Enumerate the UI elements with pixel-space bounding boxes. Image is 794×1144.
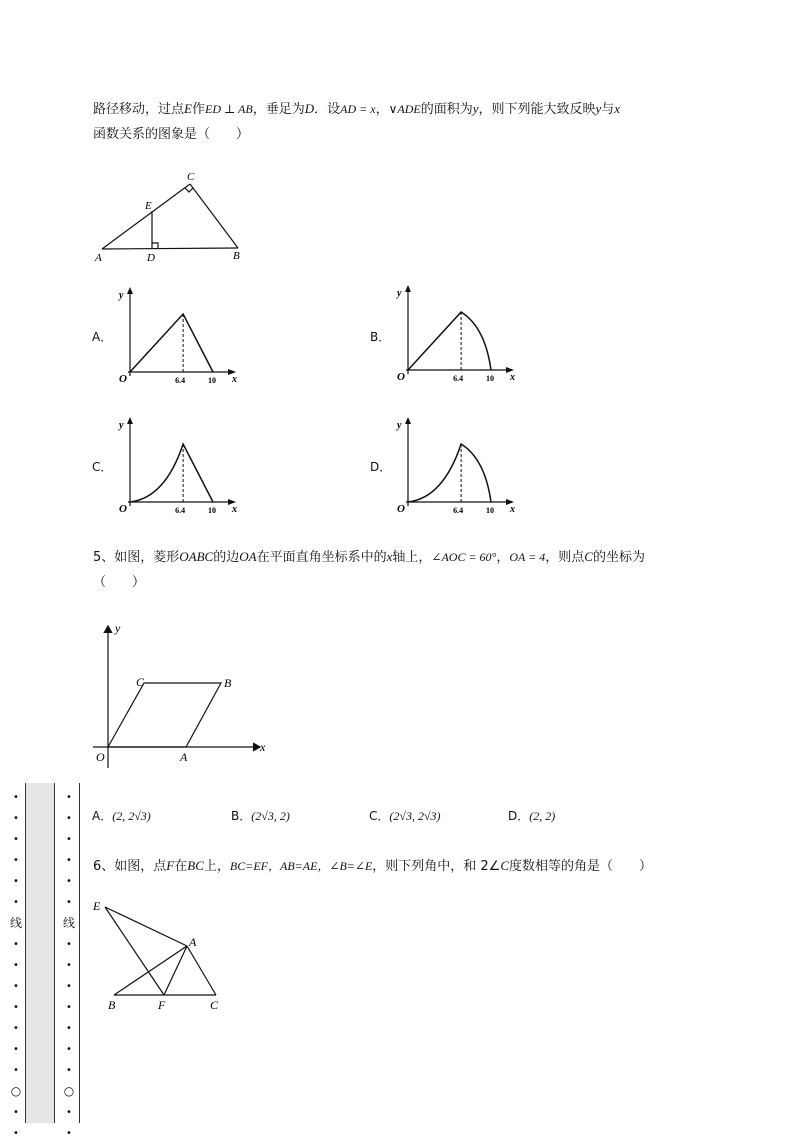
q4-label-a: A	[95, 252, 102, 264]
q4-stem-line2: 函数关系的图象是（ ）	[93, 127, 250, 142]
q4-option-c-graph[interactable]	[112, 414, 247, 519]
y-axis-label: y	[397, 420, 402, 431]
q4-option-c-letter[interactable]: C．	[92, 460, 113, 474]
q4-option-d-letter[interactable]: D．	[370, 460, 392, 474]
q4-option-b-graph[interactable]	[390, 282, 525, 387]
y-axis-label: y	[119, 290, 124, 301]
q5-label-c: C	[136, 675, 145, 689]
q5-rhombus-figure	[88, 618, 278, 768]
dot: •	[13, 792, 19, 803]
y-axis-label: y	[397, 288, 402, 299]
left-dot-column: • • • • • • 线 • • • • • • • ○ • •	[10, 787, 22, 1144]
q4-stem-line1: 路径移动，过点E作ED ⊥ AB，垂足为D．设AD = x，∨ADE的面积为y，则下列能大致反映y与x	[93, 101, 621, 117]
q5-option-d-value: (2, 2)	[529, 809, 556, 823]
q5-option-d[interactable]: D．(2, 2)	[508, 809, 556, 823]
tick-label-end: 10	[486, 506, 494, 515]
q5-label-o: O	[96, 750, 105, 764]
q5-option-a[interactable]: A．(2, 2√3)	[92, 809, 151, 823]
q5-option-b[interactable]: B．(2√3, 2)	[231, 809, 290, 823]
right-line-label: 线	[63, 916, 76, 930]
function-curve	[408, 444, 491, 502]
q6-label-f: F	[158, 998, 166, 1012]
q6-label-b: B	[108, 998, 116, 1012]
y-axis-arrow	[405, 417, 411, 424]
y-axis-label: y	[119, 420, 124, 431]
q6-label-e: E	[93, 899, 101, 913]
origin-label: O	[119, 503, 127, 515]
tick-label-end: 10	[208, 506, 216, 515]
q6-stem: 6、如图，点F在BC上，BC=EF，AB=AE，∠B=∠E，则下列角中，和 2∠C度数相等的角是（ ）	[93, 858, 653, 874]
tick-label-mid: 6.4	[175, 376, 186, 385]
q5-stem-line2: （ ）	[93, 575, 146, 590]
q5-stem-line1: 5、如图，菱形OABC的边OA在平面直角坐标系中的x轴上，∠AOC = 60°，OA = 4，则点C的坐标为	[93, 549, 645, 565]
q5-label-x: x	[260, 740, 266, 754]
q5-option-a-value: (2, 2√3)	[112, 809, 151, 823]
q5-option-b-value: (2√3, 2)	[251, 809, 290, 823]
left-line-label: 线	[10, 916, 23, 930]
x-axis-label: x	[510, 504, 515, 515]
right-dot-column: • • • • • • 线 • • • • • • • ○ • •	[63, 792, 76, 1139]
q5-label-y: y	[115, 621, 121, 635]
x-axis-label: x	[510, 372, 515, 383]
q4-triangle-figure	[90, 168, 260, 268]
binding-strip	[25, 783, 55, 1123]
y-axis-arrow	[127, 417, 133, 424]
right-circle-mark: ○	[63, 1084, 75, 1098]
q4-label-c: C	[187, 171, 195, 183]
origin-label: O	[397, 371, 405, 383]
q4-label-b: B	[233, 250, 240, 262]
function-curve	[130, 444, 213, 502]
y-axis-arrow	[405, 285, 411, 292]
q6-label-a: A	[189, 935, 197, 949]
tick-label-mid: 6.4	[453, 506, 464, 515]
q6-figure	[90, 895, 230, 1015]
q4-option-a-letter[interactable]: A．	[92, 330, 113, 344]
q4-option-b-letter[interactable]: B．	[370, 330, 391, 344]
binding-margin-line	[79, 783, 80, 1123]
origin-label: O	[119, 373, 127, 385]
q5-option-c-value: (2√3, 2√3)	[389, 809, 441, 823]
q4-label-e: E	[145, 200, 152, 212]
q4-option-a-graph[interactable]	[112, 284, 247, 389]
q4-option-d-graph[interactable]	[390, 414, 525, 519]
q5-label-b: B	[224, 676, 232, 690]
q6-label-c: C	[210, 998, 219, 1012]
left-circle-mark: ○	[10, 1084, 22, 1098]
tick-label-mid: 6.4	[453, 374, 464, 383]
q5-label-a: A	[180, 750, 188, 764]
x-axis-label: x	[232, 504, 237, 515]
q5-option-c[interactable]: C．(2√3, 2√3)	[369, 809, 441, 823]
tick-label-end: 10	[486, 374, 494, 383]
q4-label-d: D	[147, 252, 155, 264]
origin-label: O	[397, 503, 405, 515]
function-curve	[408, 312, 491, 370]
tick-label-mid: 6.4	[175, 506, 186, 515]
y-axis-arrow	[127, 287, 133, 294]
function-curve	[130, 314, 213, 372]
x-axis-label: x	[232, 374, 237, 385]
tick-label-end: 10	[208, 376, 216, 385]
